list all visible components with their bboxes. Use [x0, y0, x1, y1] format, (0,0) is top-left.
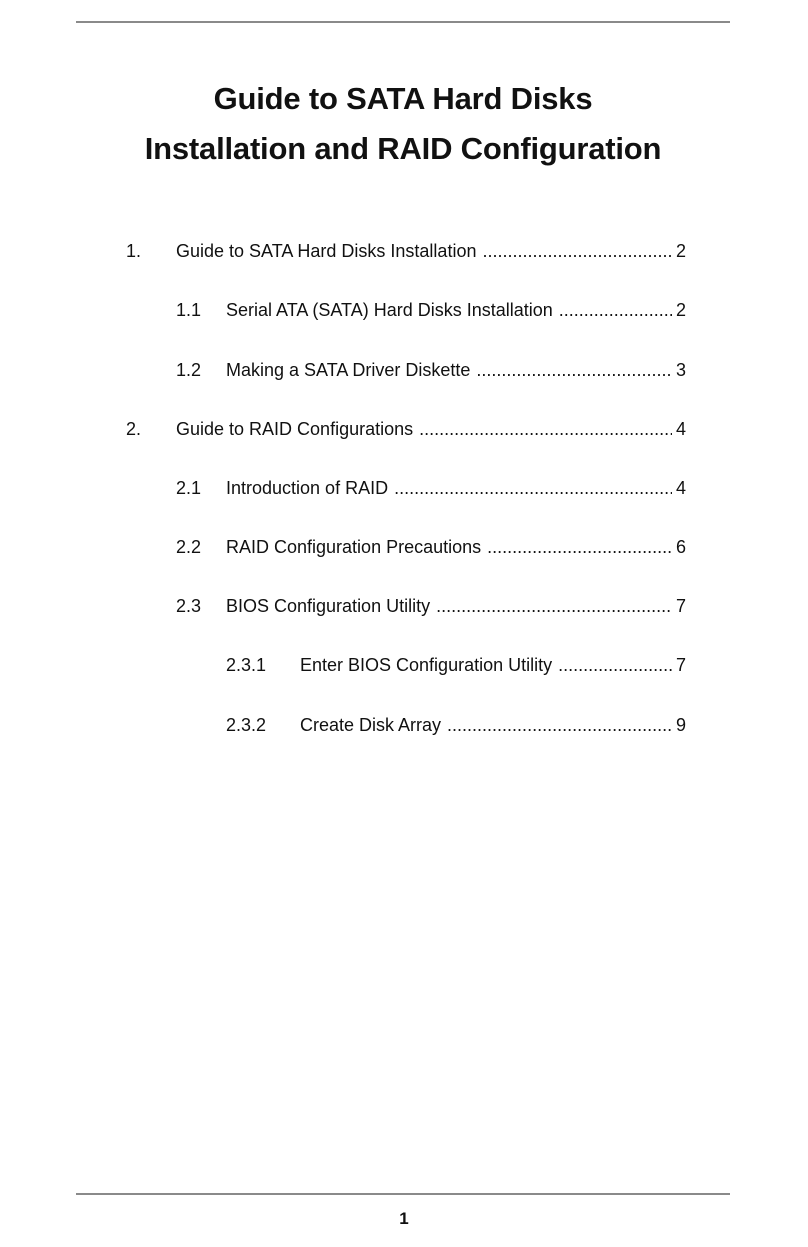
- toc-entry-number: 2.1: [176, 478, 202, 498]
- toc-entry-2-3-2[interactable]: [226, 713, 686, 737]
- toc-entry-label: Guide to RAID Configurations: [176, 419, 414, 439]
- toc-entry-label: RAID Configuration Precautions: [226, 537, 482, 557]
- dot-leader: [558, 653, 672, 677]
- toc-entry-number: 2.3.2: [226, 715, 267, 735]
- dot-leader: [447, 713, 672, 737]
- toc-entry-label: Serial ATA (SATA) Hard Disks Installation: [226, 300, 553, 320]
- dot-leader: [394, 476, 672, 500]
- dot-leader: [487, 535, 672, 559]
- toc-entry-1[interactable]: [126, 239, 686, 263]
- toc-entry-number: 2.3: [176, 596, 202, 616]
- toc-entry-number: 1.2: [176, 360, 202, 380]
- dot-leader: [559, 298, 672, 322]
- toc-entry-2-3[interactable]: [176, 594, 686, 618]
- toc-entry-2[interactable]: [126, 417, 686, 441]
- title-line-1: Guide to SATA Hard Disks: [213, 81, 593, 116]
- toc-entry-label: Create Disk Array: [300, 715, 442, 735]
- page-number: 1: [399, 1209, 409, 1228]
- toc-entry-number: 1.1: [176, 300, 202, 320]
- toc-entry-number: 2.2: [176, 537, 202, 557]
- dot-leader: [436, 594, 672, 618]
- toc-entry-page: 3: [675, 360, 686, 380]
- toc-entry-page: 2: [675, 300, 686, 320]
- toc-entry-label: Guide to SATA Hard Disks Installation: [176, 241, 477, 261]
- toc-entry-number: 2.: [126, 419, 142, 439]
- toc-entry-number: 2.3.1: [226, 655, 267, 675]
- toc-entry-page: 7: [675, 655, 686, 675]
- toc-entry-page: 2: [675, 241, 686, 261]
- toc-entry-1-1[interactable]: [176, 298, 686, 322]
- toc-entry-page: 6: [675, 537, 686, 557]
- bottom-rule: [76, 1193, 730, 1195]
- toc-entry-page: 9: [675, 715, 686, 735]
- toc-entry-page: 4: [675, 419, 686, 439]
- toc-entry-page: 4: [675, 478, 686, 498]
- toc-entry-label: BIOS Configuration Utility: [226, 596, 431, 616]
- toc-entry-page: 7: [675, 596, 686, 616]
- dot-leader: [476, 358, 672, 382]
- toc-entry-label: Introduction of RAID: [226, 478, 389, 498]
- toc-entry-number: 1.: [126, 241, 142, 261]
- toc-entry-2-3-1[interactable]: [226, 653, 686, 677]
- document-title: [76, 74, 730, 174]
- toc-entry-1-2[interactable]: [176, 358, 686, 382]
- toc-entry-2-2[interactable]: [176, 535, 686, 559]
- toc-entry-2-1[interactable]: [176, 476, 686, 500]
- title-line-2: Installation and RAID Configuration: [144, 131, 662, 166]
- dot-leader: [419, 417, 672, 441]
- top-rule: [76, 21, 730, 23]
- toc-entry-label: Enter BIOS Configuration Utility: [300, 655, 553, 675]
- dot-leader: [482, 239, 672, 263]
- toc-entry-label: Making a SATA Driver Diskette: [226, 360, 471, 380]
